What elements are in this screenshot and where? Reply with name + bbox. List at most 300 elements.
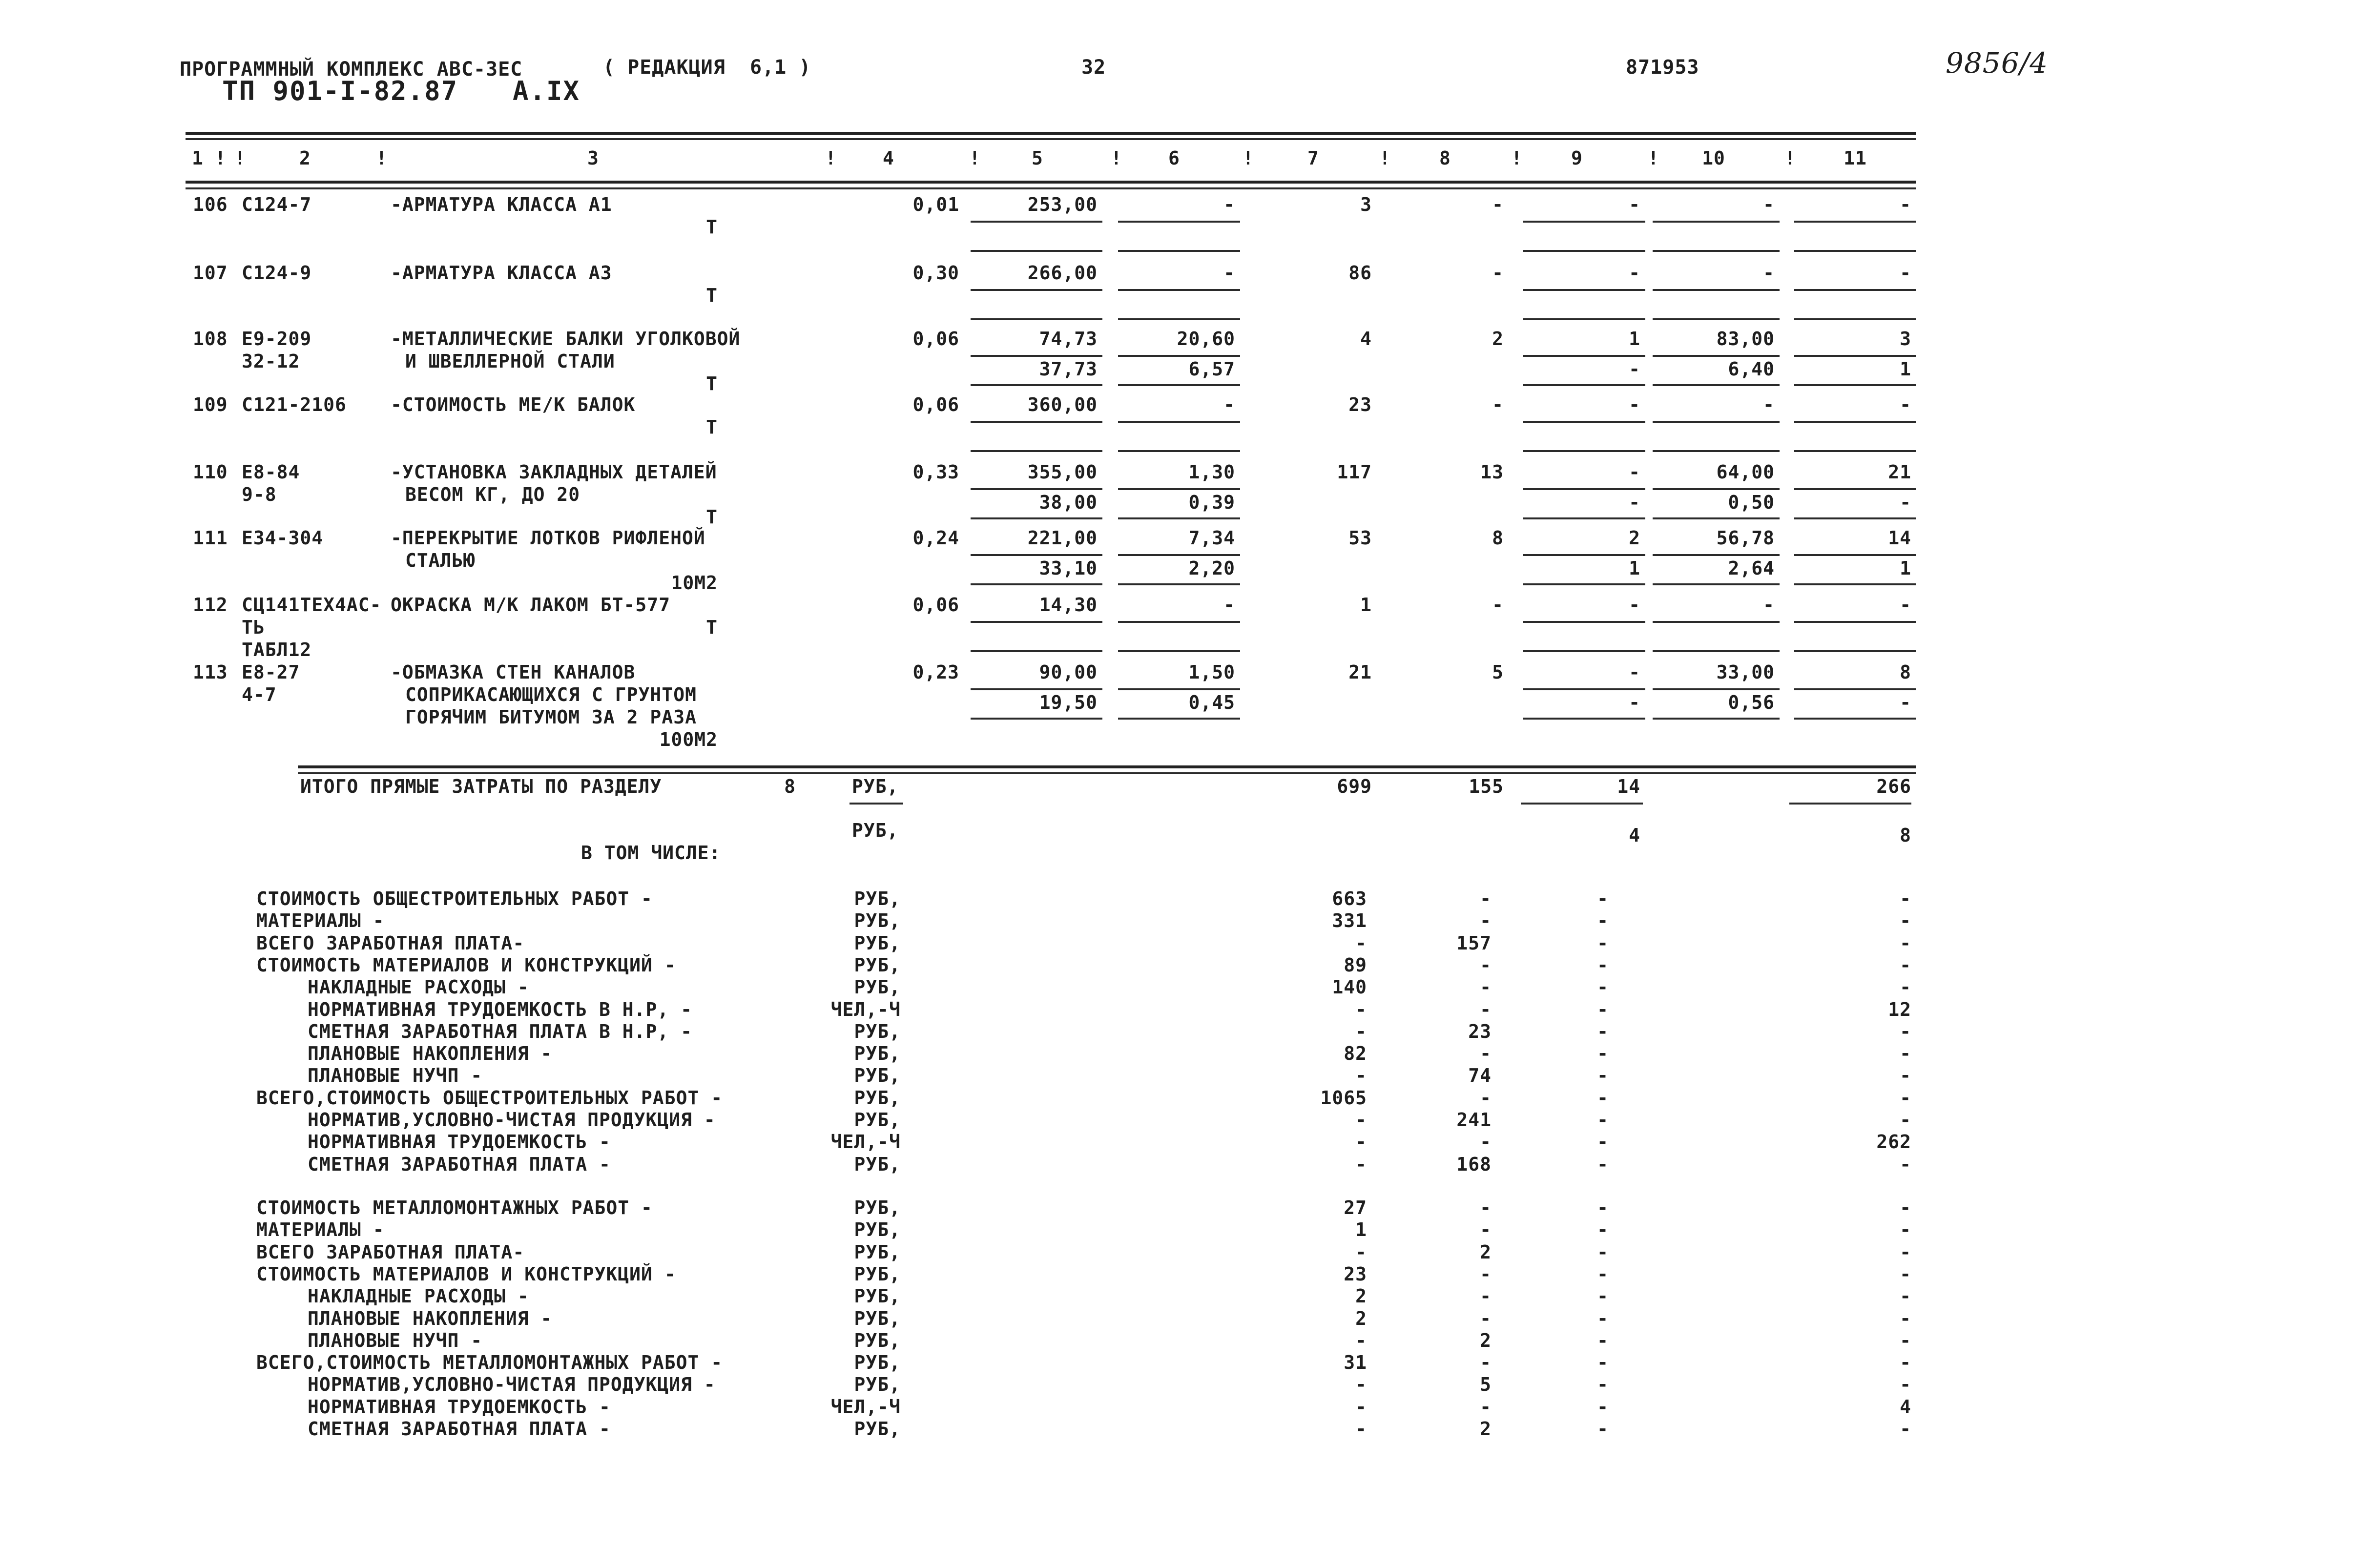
row-c11-value: 14: [1888, 527, 1911, 549]
row-c10-rule-2: [1653, 450, 1780, 452]
row-c5-rule: [971, 488, 1102, 490]
sheet-mark: 9856/4: [1946, 46, 2049, 80]
row-c9-value: -: [1629, 262, 1640, 284]
summary-label: СМЕТНАЯ ЗАРАБОТНАЯ ПЛАТА -: [308, 1153, 611, 1175]
column-header-1: 1: [192, 147, 204, 169]
row-quantity: 0,24: [912, 527, 959, 549]
summary-col9: -: [1597, 976, 1609, 998]
row-code: ТАБЛ12: [242, 639, 312, 660]
row-code: СЦ141ТЕХ4АС-: [242, 594, 382, 616]
row-c10-value-2: 2,64: [1728, 557, 1775, 579]
summary-col9: -: [1597, 1352, 1609, 1374]
row-c9-value: 2: [1629, 527, 1640, 549]
page-number: 32: [1081, 56, 1106, 79]
column-separator: !: [1648, 147, 1659, 169]
row-name: ВЕСОМ КГ, ДО 20: [405, 484, 580, 505]
row-c10-rule-2: [1653, 384, 1780, 386]
row-c10-value: -: [1763, 262, 1775, 284]
summary-label: СТОИМОСТЬ МЕТАЛЛОМОНТАЖНЫХ РАБОТ -: [256, 1197, 653, 1218]
column-header-3: 3: [587, 147, 599, 169]
row-col7: 3: [1360, 194, 1372, 215]
row-c9-value: -: [1629, 594, 1640, 616]
summary-col7: 331: [1332, 910, 1367, 932]
row-number: 113: [193, 661, 228, 683]
summary-unit: РУБ,: [854, 1219, 901, 1241]
summary-label: МАТЕРИАЛЫ -: [256, 1219, 385, 1241]
row-c10-value: -: [1763, 394, 1775, 415]
row-quantity: 0,06: [912, 394, 959, 415]
row-c5-value: 74,73: [1039, 328, 1098, 350]
column-header-10: 10: [1702, 147, 1725, 169]
row-c11-value-2: 1: [1900, 358, 1911, 380]
row-c9-rule-2: [1523, 718, 1645, 720]
row-c11-rule-2: [1794, 650, 1916, 652]
row-c5-rule-2: [971, 384, 1102, 386]
summary-col7: 23: [1344, 1263, 1367, 1285]
totals-col11: 266: [1876, 776, 1911, 797]
summary-col7: 82: [1344, 1043, 1367, 1065]
summary-col11: -: [1900, 1307, 1911, 1329]
summary-col11: -: [1900, 1241, 1911, 1263]
row-c10-rule: [1653, 289, 1780, 291]
row-c9-rule: [1523, 554, 1645, 556]
summary-label: НОРМАТИВ,УСЛОВНО-ЧИСТАЯ ПРОДУКЦИЯ -: [308, 1109, 716, 1131]
row-c9-rule-2: [1523, 318, 1645, 320]
row-c10-rule: [1653, 421, 1780, 423]
row-c6-value: 1,30: [1188, 461, 1235, 483]
row-col7: 53: [1348, 527, 1372, 549]
row-number: 108: [193, 328, 228, 350]
summary-unit: РУБ,: [854, 1418, 901, 1440]
row-c9-rule-2: [1523, 583, 1645, 585]
row-c11-rule: [1794, 421, 1916, 423]
row-c6-value-2: 0,39: [1188, 492, 1235, 513]
row-c6-rule: [1118, 221, 1240, 223]
column-separator: !: [1784, 147, 1796, 169]
summary-label: СТОИМОСТЬ МАТЕРИАЛОВ И КОНСТРУКЦИЙ -: [256, 954, 676, 976]
summary-col9: -: [1597, 1219, 1609, 1241]
row-c5-rule-2: [971, 650, 1102, 652]
row-c6-rule-2: [1118, 583, 1240, 585]
summary-label: ПЛАНОВЫЕ НАКОПЛЕНИЯ -: [308, 1043, 553, 1065]
row-col7: 21: [1348, 661, 1372, 683]
row-code: Е8-27: [242, 661, 300, 683]
summary-col11: -: [1900, 910, 1911, 932]
row-c10-value: 56,78: [1716, 527, 1775, 549]
row-col7: 4: [1360, 328, 1372, 350]
row-c11-rule: [1794, 688, 1916, 690]
row-quantity: 0,23: [912, 661, 959, 683]
summary-col11: 4: [1900, 1396, 1911, 1418]
row-c5-rule: [971, 621, 1102, 623]
column-separator: !: [825, 147, 837, 169]
row-c9-value-2: 1: [1629, 557, 1640, 579]
summary-col8: -: [1480, 1219, 1492, 1241]
row-c11-rule-2: [1794, 318, 1916, 320]
row-unit: Т: [706, 617, 718, 638]
summary-col7: 2: [1355, 1285, 1367, 1307]
row-c6-value: 7,34: [1188, 527, 1235, 549]
row-code: Е8-84: [242, 461, 300, 483]
row-number: 107: [193, 262, 228, 284]
summary-col7: -: [1355, 1396, 1367, 1418]
row-c9-value: 1: [1629, 328, 1640, 350]
row-code: С124-7: [242, 194, 312, 215]
row-c5-value: 360,00: [1027, 394, 1098, 415]
summary-col9: -: [1597, 1197, 1609, 1218]
row-c6-value-2: 0,45: [1188, 692, 1235, 713]
summary-col8: -: [1480, 1263, 1492, 1285]
row-c5-rule-2: [971, 318, 1102, 320]
row-c9-rule: [1523, 688, 1645, 690]
row-c11-value-2: 1: [1900, 557, 1911, 579]
row-c5-value: 90,00: [1039, 661, 1098, 683]
row-quantity: 0,33: [912, 461, 959, 483]
summary-unit: РУБ,: [854, 1374, 901, 1396]
row-c5-rule: [971, 221, 1102, 223]
row-quantity: 0,06: [912, 328, 959, 350]
row-c11-value: -: [1900, 194, 1911, 215]
row-col8: 5: [1492, 661, 1504, 683]
row-c6-rule: [1118, 621, 1240, 623]
header-rule-top: [186, 132, 1916, 135]
summary-col8: 2: [1480, 1241, 1492, 1263]
album-number: А.IX: [513, 76, 580, 106]
row-c11-value: 3: [1900, 328, 1911, 350]
summary-col8: -: [1480, 1131, 1492, 1153]
summary-col11: -: [1900, 1219, 1911, 1241]
row-c11-rule-2: [1794, 718, 1916, 720]
column-header-11: 11: [1844, 147, 1867, 169]
summary-col11: -: [1900, 932, 1911, 954]
totals-col11-b: 8: [1900, 825, 1911, 846]
row-c11-rule-2: [1794, 517, 1916, 519]
summary-unit: РУБ,: [854, 1263, 901, 1285]
row-unit: Т: [706, 216, 718, 238]
summary-col9: -: [1597, 1109, 1609, 1131]
summary-col9: -: [1597, 1043, 1609, 1065]
row-col7: 23: [1348, 394, 1372, 415]
table-end-rule-2: [298, 772, 1916, 774]
column-header-8: 8: [1439, 147, 1451, 169]
row-col8: -: [1492, 262, 1504, 284]
row-c9-rule-2: [1523, 650, 1645, 652]
summary-label: СМЕТНАЯ ЗАРАБОТНАЯ ПЛАТА В Н.Р, -: [308, 1020, 692, 1042]
summary-label: НОРМАТИВНАЯ ТРУДОЕМКОСТЬ -: [308, 1396, 611, 1418]
column-separator: !: [969, 147, 981, 169]
row-c9-rule: [1523, 621, 1645, 623]
summary-col7: 140: [1332, 976, 1367, 998]
summary-col7: -: [1355, 1131, 1367, 1153]
row-c9-value: -: [1629, 194, 1640, 215]
row-c5-value: 253,00: [1027, 194, 1098, 215]
column-header-9: 9: [1571, 147, 1583, 169]
summary-col11: -: [1900, 954, 1911, 976]
summary-unit: РУБ,: [854, 976, 901, 998]
summary-col9: -: [1597, 954, 1609, 976]
summary-col9: -: [1597, 1307, 1609, 1329]
summary-unit: РУБ,: [854, 1352, 901, 1374]
row-code: С121-2106: [242, 394, 347, 415]
summary-col11: -: [1900, 1329, 1911, 1351]
row-c6-rule-2: [1118, 318, 1240, 320]
summary-unit: РУБ,: [854, 1065, 901, 1087]
row-number: 110: [193, 461, 228, 483]
row-c5-value-2: 33,10: [1039, 557, 1098, 579]
edition: ( РЕДАКЦИЯ 6,1 ): [603, 56, 811, 79]
row-c11-rule: [1794, 221, 1916, 223]
summary-col8: 2: [1480, 1329, 1492, 1351]
column-separator: !: [1243, 147, 1254, 169]
column-header-2: 2: [299, 147, 311, 169]
summary-col7: 663: [1332, 888, 1367, 909]
row-c6-value: -: [1223, 194, 1235, 215]
summary-col11: -: [1900, 1153, 1911, 1175]
summary-col8: 74: [1468, 1065, 1492, 1087]
row-c5-rule-2: [971, 450, 1102, 452]
row-c5-value: 355,00: [1027, 461, 1098, 483]
row-c6-value-2: 6,57: [1188, 358, 1235, 380]
row-c6-rule-2: [1118, 250, 1240, 252]
summary-unit: РУБ,: [854, 1153, 901, 1175]
row-c9-rule-2: [1523, 250, 1645, 252]
row-c6-rule: [1118, 355, 1240, 357]
row-name: ГОРЯЧИМ БИТУМОМ ЗА 2 РАЗА: [405, 706, 697, 728]
row-number: 112: [193, 594, 228, 616]
summary-col7: -: [1355, 1020, 1367, 1042]
program-name: ПРОГРАММНЫЙ КОМПЛЕКС АВС-3ЕС: [180, 58, 523, 81]
header-rule-top-2: [186, 138, 1916, 140]
row-code: Е9-209: [242, 328, 312, 350]
summary-col8: -: [1480, 1352, 1492, 1374]
row-c10-rule-2: [1653, 250, 1780, 252]
summary-col8: -: [1480, 1396, 1492, 1418]
totals-col11-rule: [1789, 803, 1911, 805]
column-header-4: 4: [883, 147, 894, 169]
row-col7: 117: [1337, 461, 1372, 483]
row-c6-rule-2: [1118, 384, 1240, 386]
summary-col7: -: [1355, 998, 1367, 1020]
summary-col8: -: [1480, 1043, 1492, 1065]
summary-label: ВСЕГО,СТОИМОСТЬ МЕТАЛЛОМОНТАЖНЫХ РАБОТ -: [256, 1352, 723, 1374]
row-code: С124-9: [242, 262, 312, 284]
row-c5-rule: [971, 421, 1102, 423]
summary-unit: РУБ,: [854, 1285, 901, 1307]
row-c10-rule: [1653, 221, 1780, 223]
summary-col9: -: [1597, 1131, 1609, 1153]
summary-col7: -: [1355, 932, 1367, 954]
row-name: СОПРИКАСАЮЩИХСЯ С ГРУНТОМ: [405, 684, 697, 705]
row-col7: 86: [1348, 262, 1372, 284]
column-separator: !: [1111, 147, 1122, 169]
summary-col11: -: [1900, 1418, 1911, 1440]
row-c6-value: 20,60: [1177, 328, 1235, 350]
row-name: И ШВЕЛЛЕРНОЙ СТАЛИ: [405, 351, 615, 372]
summary-col8: -: [1480, 1307, 1492, 1329]
row-c10-rule-2: [1653, 650, 1780, 652]
summary-col9: -: [1597, 1329, 1609, 1351]
row-c10-rule: [1653, 621, 1780, 623]
summary-col8: 168: [1456, 1153, 1492, 1175]
row-c11-rule-2: [1794, 583, 1916, 585]
row-c5-rule: [971, 289, 1102, 291]
column-separator: !: [376, 147, 388, 169]
summary-col8: 2: [1480, 1418, 1492, 1440]
summary-unit: РУБ,: [854, 1307, 901, 1329]
row-c10-value-2: 0,50: [1728, 492, 1775, 513]
row-unit: Т: [706, 506, 718, 528]
row-name: -УСТАНОВКА ЗАКЛАДНЫХ ДЕТАЛЕЙ: [391, 461, 717, 483]
column-separator: !: [1379, 147, 1391, 169]
row-c9-rule: [1523, 289, 1645, 291]
summary-col9: -: [1597, 932, 1609, 954]
summary-col9: -: [1597, 1241, 1609, 1263]
row-c10-rule-2: [1653, 318, 1780, 320]
summary-unit: РУБ,: [854, 1087, 901, 1109]
summary-col11: -: [1900, 1087, 1911, 1109]
summary-col8: -: [1480, 888, 1492, 909]
table-end-rule: [298, 765, 1916, 768]
row-c10-value: 83,00: [1716, 328, 1775, 350]
row-code: 32-12: [242, 351, 300, 372]
summary-col8: -: [1480, 1285, 1492, 1307]
summary-col7: -: [1355, 1153, 1367, 1175]
row-name: -СТОИМОСТЬ МЕ/К БАЛОК: [391, 394, 636, 415]
row-c5-rule-2: [971, 517, 1102, 519]
row-c5-rule: [971, 688, 1102, 690]
summary-col7: 89: [1344, 954, 1367, 976]
row-number: 111: [193, 527, 228, 549]
row-c9-rule: [1523, 421, 1645, 423]
row-c5-rule-2: [971, 718, 1102, 720]
summary-col11: -: [1900, 1285, 1911, 1307]
row-c11-rule: [1794, 355, 1916, 357]
row-c10-value: -: [1763, 194, 1775, 215]
summary-col8: 5: [1480, 1374, 1492, 1396]
summary-col11: -: [1900, 1352, 1911, 1374]
summary-col7: 31: [1344, 1352, 1367, 1374]
summary-col7: -: [1355, 1241, 1367, 1263]
row-c9-value-2: -: [1629, 492, 1640, 513]
row-c9-rule-2: [1523, 450, 1645, 452]
row-c9-value: -: [1629, 461, 1640, 483]
row-col8: -: [1492, 194, 1504, 215]
including-label: В ТОМ ЧИСЛЕ:: [581, 842, 721, 864]
summary-col9: -: [1597, 998, 1609, 1020]
document-code: 871953: [1626, 56, 1699, 79]
row-unit: 100М2: [659, 729, 718, 750]
summary-label: ВСЕГО ЗАРАБОТНАЯ ПЛАТА-: [256, 1241, 525, 1263]
row-unit: Т: [706, 416, 718, 438]
row-c5-value: 266,00: [1027, 262, 1098, 284]
summary-col11: -: [1900, 1263, 1911, 1285]
summary-col9: -: [1597, 1374, 1609, 1396]
row-c10-rule: [1653, 488, 1780, 490]
row-c6-value: -: [1223, 262, 1235, 284]
row-name: ОКРАСКА М/К ЛАКОМ БТ-577: [391, 594, 671, 616]
row-code: Е34-304: [242, 527, 324, 549]
row-c5-value-2: 19,50: [1039, 692, 1098, 713]
row-name: -ОБМАЗКА СТЕН КАНАЛОВ: [391, 661, 636, 683]
totals-col8: 155: [1469, 776, 1504, 797]
summary-col11: -: [1900, 1374, 1911, 1396]
summary-unit: РУБ,: [854, 888, 901, 909]
row-c6-rule-2: [1118, 718, 1240, 720]
column-header-6: 6: [1168, 147, 1180, 169]
summary-unit: РУБ,: [854, 954, 901, 976]
project-code: ТП 901-I-82.87: [222, 76, 458, 106]
summary-col8: -: [1480, 954, 1492, 976]
row-c11-value: -: [1900, 594, 1911, 616]
summary-unit: ЧЕЛ,-Ч: [830, 1396, 901, 1418]
summary-col7: -: [1355, 1109, 1367, 1131]
row-c11-rule: [1794, 554, 1916, 556]
row-c6-rule: [1118, 688, 1240, 690]
row-col8: 13: [1480, 461, 1504, 483]
row-c11-rule: [1794, 289, 1916, 291]
summary-col11: -: [1900, 1197, 1911, 1218]
summary-unit: ЧЕЛ,-Ч: [830, 998, 901, 1020]
totals-section: 8: [784, 776, 796, 797]
totals-unit-rule: [849, 803, 903, 805]
row-quantity: 0,30: [912, 262, 959, 284]
row-c10-rule-2: [1653, 718, 1780, 720]
summary-col8: -: [1480, 1087, 1492, 1109]
row-quantity: 0,01: [912, 194, 959, 215]
row-number: 106: [193, 194, 228, 215]
row-c11-value: 21: [1888, 461, 1911, 483]
summary-col7: -: [1355, 1418, 1367, 1440]
row-c5-value: 14,30: [1039, 594, 1098, 616]
row-name: -АРМАТУРА КЛАССА А1: [391, 194, 612, 215]
summary-unit: РУБ,: [854, 1043, 901, 1065]
summary-col9: -: [1597, 910, 1609, 932]
summary-label: МАТЕРИАЛЫ -: [256, 910, 385, 932]
row-c11-rule: [1794, 621, 1916, 623]
row-c9-value: -: [1629, 394, 1640, 415]
row-col8: 2: [1492, 328, 1504, 350]
summary-col9: -: [1597, 1263, 1609, 1285]
row-c6-value: -: [1223, 594, 1235, 616]
row-col8: -: [1492, 394, 1504, 415]
summary-col11: -: [1900, 976, 1911, 998]
summary-unit: РУБ,: [854, 932, 901, 954]
summary-label: СТОИМОСТЬ ОБЩЕСТРОИТЕЛЬНЫХ РАБОТ -: [256, 888, 653, 909]
row-unit: Т: [706, 373, 718, 394]
summary-col8: -: [1480, 1197, 1492, 1218]
totals-col9-b: 4: [1629, 825, 1640, 846]
totals-col7: 699: [1337, 776, 1372, 797]
summary-col11: -: [1900, 1043, 1911, 1065]
summary-label: ПЛАНОВЫЕ НУЧП -: [308, 1329, 483, 1351]
column-separator: !: [215, 147, 227, 169]
row-c9-rule: [1523, 355, 1645, 357]
column-header-5: 5: [1032, 147, 1043, 169]
row-c11-value: 8: [1900, 661, 1911, 683]
totals-col9-rule: [1521, 803, 1643, 805]
row-c6-rule: [1118, 554, 1240, 556]
summary-col11: -: [1900, 888, 1911, 909]
totals-unit: РУБ,: [852, 776, 899, 797]
row-c11-rule-2: [1794, 450, 1916, 452]
totals-label: ИТОГО ПРЯМЫЕ ЗАТРАТЫ ПО РАЗДЕЛУ: [300, 776, 662, 797]
summary-col9: -: [1597, 1020, 1609, 1042]
summary-col11: -: [1900, 1020, 1911, 1042]
row-name: -ПЕРЕКРЫТИЕ ЛОТКОВ РИФЛЕНОЙ: [391, 527, 705, 549]
row-c9-rule-2: [1523, 384, 1645, 386]
row-c11-rule-2: [1794, 384, 1916, 386]
row-c10-value-2: 0,56: [1728, 692, 1775, 713]
